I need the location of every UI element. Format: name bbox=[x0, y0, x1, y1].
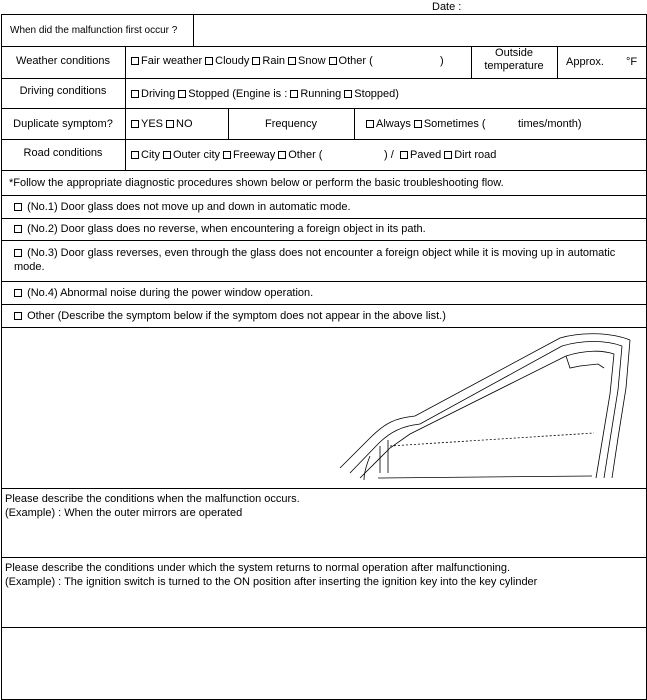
weather-other[interactable]: Other ( bbox=[329, 54, 373, 68]
door-illustration bbox=[330, 328, 640, 486]
frequency-label: Frequency bbox=[265, 118, 317, 130]
describe2-line1: Please describe the conditions under which the system returns to normal operation after malfunctioning. bbox=[5, 562, 511, 574]
duplicate-options bbox=[131, 117, 196, 131]
checkbox-icon[interactable] bbox=[290, 90, 298, 98]
checkbox-icon[interactable] bbox=[344, 90, 352, 98]
checkbox-icon[interactable] bbox=[131, 90, 139, 98]
symptom-1[interactable]: (No.1) Door glass does not move up and down in automatic mode. bbox=[14, 200, 351, 214]
road-city[interactable]: City bbox=[131, 148, 160, 162]
checkbox-icon[interactable] bbox=[131, 151, 139, 159]
driving-options bbox=[131, 87, 402, 101]
checkbox-icon[interactable] bbox=[14, 312, 22, 320]
checkbox-icon[interactable] bbox=[329, 57, 337, 65]
checkbox-icon[interactable] bbox=[444, 151, 452, 159]
checkbox-icon[interactable] bbox=[166, 120, 174, 128]
engine-stopped[interactable]: Stopped) bbox=[344, 87, 399, 101]
surface-paved[interactable]: Paved bbox=[400, 148, 441, 162]
freq-sometimes[interactable]: Sometimes ( bbox=[414, 117, 486, 131]
surface-dirt[interactable]: Dirt road bbox=[444, 148, 496, 162]
checkbox-icon[interactable] bbox=[131, 57, 139, 65]
duplicate-no[interactable]: NO bbox=[166, 117, 193, 131]
duplicate-label: Duplicate symptom? bbox=[13, 118, 113, 130]
symptom-other[interactable]: Other (Describe the symptom below if the symptom does not appear in the above list.) bbox=[14, 309, 446, 323]
road-label: Road conditions bbox=[23, 147, 103, 159]
checkbox-icon[interactable] bbox=[366, 120, 374, 128]
checkbox-icon[interactable] bbox=[205, 57, 213, 65]
approx-label: Approx. bbox=[566, 56, 604, 68]
weather-options bbox=[131, 54, 376, 68]
weather-rain[interactable]: Rain bbox=[252, 54, 285, 68]
instruction-text: *Follow the appropriate diagnostic procedures shown below or perform the basic troubleshooting flow. bbox=[9, 177, 504, 189]
checkbox-icon[interactable] bbox=[414, 120, 422, 128]
weather-fair[interactable]: Fair weather bbox=[131, 54, 202, 68]
duplicate-yes[interactable]: YES bbox=[131, 117, 163, 131]
checkbox-icon[interactable] bbox=[14, 289, 22, 297]
describe2-example: (Example) : The ignition switch is turned to the ON position after inserting the ignition key into the key cylinder bbox=[5, 576, 538, 588]
weather-other-close: ) bbox=[440, 55, 444, 67]
outside-temp-label: Outside temperature bbox=[484, 47, 544, 72]
describe1-line1: Please describe the conditions when the malfunction occurs. bbox=[5, 493, 300, 505]
surface-options bbox=[400, 148, 499, 162]
road-freeway[interactable]: Freeway bbox=[223, 148, 275, 162]
checkbox-icon[interactable] bbox=[278, 151, 286, 159]
weather-label: Weather conditions bbox=[16, 55, 110, 67]
symptom-4[interactable]: (No.4) Abnormal noise during the power window operation. bbox=[14, 286, 313, 300]
checkbox-icon[interactable] bbox=[223, 151, 231, 159]
driving-label: Driving conditions bbox=[19, 85, 107, 97]
frequency-options bbox=[366, 117, 489, 131]
checkbox-icon[interactable] bbox=[14, 225, 22, 233]
checkbox-icon[interactable] bbox=[131, 120, 139, 128]
checkbox-icon[interactable] bbox=[252, 57, 260, 65]
checkbox-icon[interactable] bbox=[163, 151, 171, 159]
first-occur-label: When did the malfunction first occur ? bbox=[10, 25, 178, 36]
road-outer-city[interactable]: Outer city bbox=[163, 148, 220, 162]
road-slash: ) / bbox=[384, 149, 394, 161]
driving-stopped[interactable]: Stopped (Engine is : bbox=[178, 87, 287, 101]
checkbox-icon[interactable] bbox=[178, 90, 186, 98]
freq-always[interactable]: Always bbox=[366, 117, 411, 131]
driving-driving[interactable]: Driving bbox=[131, 87, 175, 101]
symptom-2[interactable]: (No.2) Door glass does no reverse, when encountering a foreign object in its path. bbox=[14, 222, 426, 236]
road-other[interactable]: Other ( bbox=[278, 148, 322, 162]
date-label: Date : bbox=[432, 1, 462, 13]
checkbox-icon[interactable] bbox=[14, 249, 22, 257]
temp-unit: °F bbox=[626, 56, 638, 68]
describe1-example: (Example) : When the outer mirrors are operated bbox=[5, 507, 243, 519]
weather-cloudy[interactable]: Cloudy bbox=[205, 54, 249, 68]
engine-running[interactable]: Running bbox=[290, 87, 341, 101]
weather-snow[interactable]: Snow bbox=[288, 54, 326, 68]
freq-suffix: times/month) bbox=[518, 118, 582, 130]
checkbox-icon[interactable] bbox=[288, 57, 296, 65]
symptom-3[interactable]: (No.3) Door glass reverses, even through the glass does not encounter a foreign object while it is moving up in automatic mode. bbox=[14, 247, 616, 273]
checkbox-icon[interactable] bbox=[14, 203, 22, 211]
checkbox-icon[interactable] bbox=[400, 151, 408, 159]
road-options bbox=[131, 148, 325, 162]
